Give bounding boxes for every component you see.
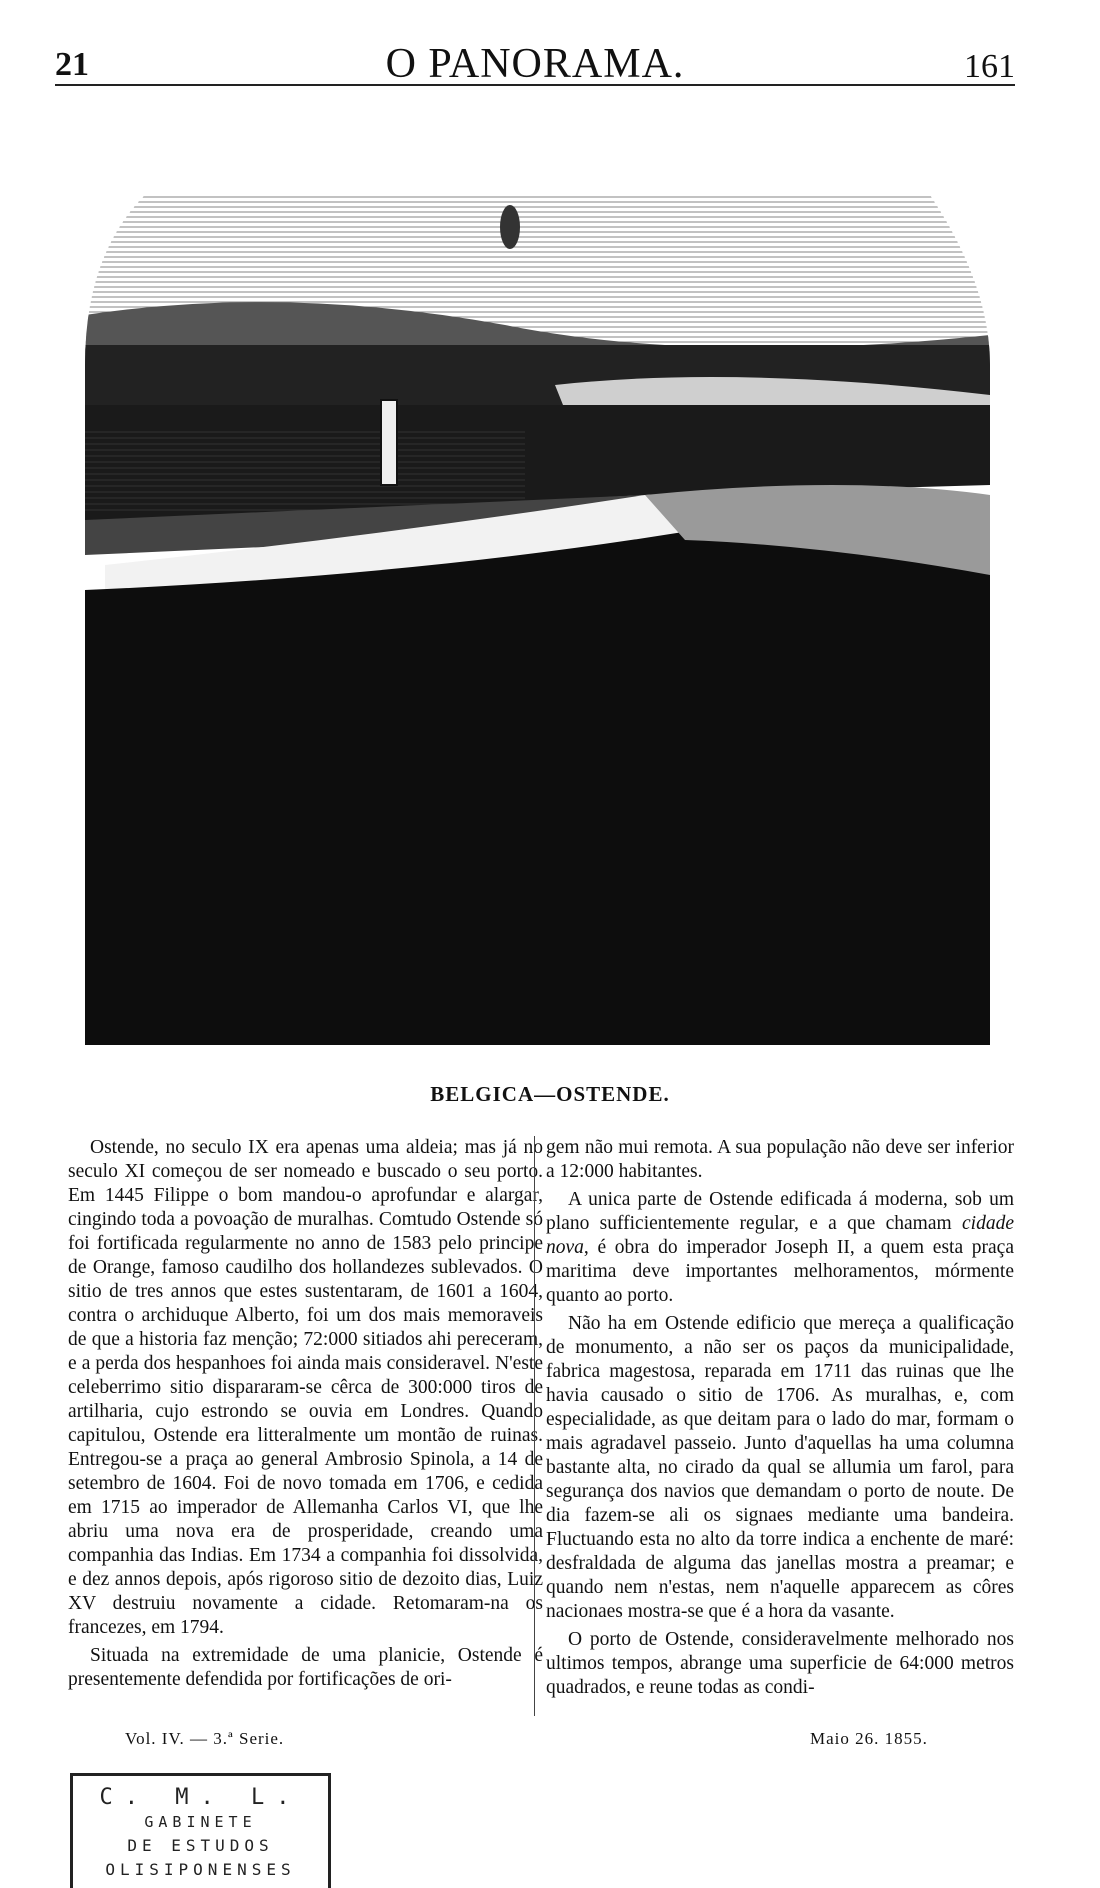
page-header xyxy=(55,38,1015,86)
article-right-column xyxy=(546,1136,1014,1704)
stamp-line-1: C. M. L. xyxy=(99,1785,302,1810)
column-divider xyxy=(534,1136,535,1716)
article-left-column xyxy=(68,1136,543,1696)
stamp-line-2: GABINETE xyxy=(144,1813,257,1831)
header-rule xyxy=(55,84,1015,86)
stamp-line-3: DE ESTUDOS xyxy=(127,1836,274,1855)
footer-volume: Vol. IV. — 3.ª Serie. xyxy=(125,1729,285,1748)
new-town-term: cidade nova xyxy=(546,1213,1014,1258)
paragraph-location: Situada na extremidade de uma planicie, Ostende é presentemente defendida por fortificações de ori- xyxy=(68,1645,543,1690)
page-number-left: 21 xyxy=(55,46,89,83)
footer-date: Maio 26. 1855. xyxy=(810,1729,928,1748)
paragraph-new-town xyxy=(546,1188,1014,1308)
engraving-illustration xyxy=(85,195,990,1045)
journal-title: O PANORAMA. xyxy=(385,41,685,87)
paragraph-continuation: gem não mui remota. A sua população não deve ser inferior a 12:000 habitantes. xyxy=(546,1137,1014,1182)
new-town-text-b: , é obra do imperador Joseph II, a quem esta praça maritima deve importantes melhoramentos, mórmente quanto ao porto. xyxy=(546,1237,1014,1306)
page-number-right: 161 xyxy=(964,48,1015,85)
new-town-text-a: A unica parte de Ostende edificada á moderna, sob um plano sufficientemente regular, e a que chamam xyxy=(546,1189,1014,1234)
paragraph-monuments: Não ha em Ostende edificio que mereça a qualificação de monumento, a não ser os paços da municipalidade, fabrica magestosa, reparada em 1711 das ruinas que lhe havia causado o sitio de 1706. As muralhas, e, com especialidade, as que deitam para o lado do mar, formam o mais agradavel passeio. Junto d'aquellas ha uma columna bastante alta, no cirado da qual se allumia um farol, para segurança dos navios que demandam o porto de noute. De dia fazem-se ali os signaes mediante uma bandeira. Fluctuando esta no alto da torre indica a enchente de maré: desfraldada de alguma das janellas mostra a preamar; e quando nem n'estas, nem n'aquelle apparecem as côres nacionaes mostra-se que é a hora da vasante. xyxy=(546,1313,1014,1622)
paragraph-harbour: O porto de Ostende, consideravelmente melhorado nos ultimos tempos, abrange uma superficie de 64:000 metros quadrados, e reune todas as condi- xyxy=(546,1629,1014,1698)
library-stamp xyxy=(70,1773,331,1888)
paragraph-history: Ostende, no seculo IX era apenas uma aldeia; mas já no seculo XI começou de ser nomeado e buscado o seu porto. Em 1445 Filippe o bom mandou-o aprofundar e alargar, cingindo toda a povoação de muralhas. Comtudo Ostende só foi fortificada regularmente no anno de 1583 pelo principe de Orange, famoso caudilho dos hollandezes sublevados. O sitio de tres annos que estes sustentaram, de 1601 a 1604, contra o archiduque Alberto, foi um dos mais memoraveis de que a historia faz menção; 72:000 sitiados ahi pereceram, e a perda dos hespanhoes foi ainda mais consideravel. N'este celeberrimo sitio dispararam-se cêrca de 300:000 tiros de artilharia, cujo estrondo se ouvia em Londres. Quando capitulou, Ostende era litteralmente um montão de ruinas. Entregou-se a praça ao general Ambrosio Spinola, a 14 de setembro de 1604. Foi de novo tomada em 1706, e cedida em 1715 ao imperador de Allemanha Carlos VI, que lhe abriu uma nova era de prosperidade, creando uma companhia das Indias. Em 1734 a companhia foi dissolvida, e dez annos depois, após rigoroso sitio de dezoito dias, Luiz XV destruiu novamente a cidade. Retomaram-na os francezes, em 1794. xyxy=(68,1137,543,1638)
stamp-line-4: OLISIPONENSES xyxy=(105,1860,296,1879)
illustration-caption: BELGICA—OSTENDE. xyxy=(430,1082,670,1106)
ostende-engraving xyxy=(85,195,990,1045)
